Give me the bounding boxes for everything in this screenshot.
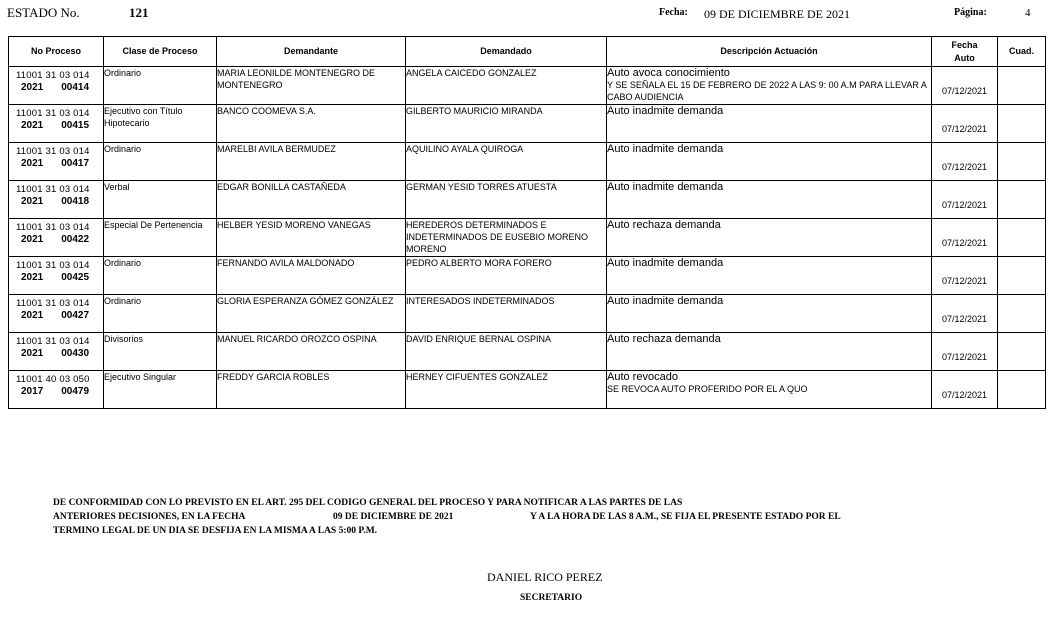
fecha-auto-value: 07/12/2021 [941,200,988,210]
cell-demandado: PEDRO ALBERTO MORA FORERO [406,257,607,295]
pagina-label: Página: [954,7,987,18]
cell-cuad [998,143,1046,181]
cell-clase: Especial De Pertenencia [104,219,217,257]
table-row [9,181,1046,219]
fecha-auto-value: 07/12/2021 [941,352,988,362]
proceso-numero: 00425 [61,272,90,283]
cell-no-proceso [9,257,104,295]
cell-demandante: MARIA LEONILDE MONTENEGRO DE MONTENEGRO [217,67,406,105]
cell-fecha-auto [932,105,998,143]
cell-fecha-auto [932,181,998,219]
table-row [9,371,1046,409]
cell-clase: Ejecutivo Singular [104,371,217,409]
cell-descripcion [607,295,932,333]
proceso-year: 2021 [21,348,44,359]
col-header-cuad: Cuad. [998,37,1046,67]
descripcion-actuacion: Auto avoca conocimiento [607,67,730,79]
cell-fecha-auto [932,219,998,257]
proceso-year: 2021 [21,82,44,93]
cell-demandante: MARELBI AVILA BERMUDEZ [217,143,406,181]
cell-cuad [998,219,1046,257]
proceso-codigo: 11001 31 03 014 [16,70,90,81]
descripcion-actuacion: Auto rechaza demanda [607,333,721,345]
proceso-radicado [9,158,103,170]
proceso-codigo: 11001 31 03 014 [16,260,90,271]
table-row [9,295,1046,333]
fecha-auto-value: 07/12/2021 [941,86,988,96]
fecha-auto-value: 07/12/2021 [941,162,988,172]
cell-no-proceso [9,67,104,105]
cell-cuad [998,181,1046,219]
cell-clase: Divisorios [104,333,217,371]
cell-demandado: DAVID ENRIQUE BERNAL OSPINA [406,333,607,371]
proceso-numero: 00417 [61,158,90,169]
fecha-auto-value: 07/12/2021 [941,276,988,286]
cell-cuad [998,295,1046,333]
cell-cuad [998,67,1046,105]
proceso-radicado [9,234,103,246]
descripcion-actuacion: Auto inadmite demanda [607,257,724,269]
proceso-radicado [9,196,103,208]
table-row [9,257,1046,295]
col-header-fecha-auto [932,37,998,67]
cell-no-proceso [9,219,104,257]
cell-demandado: HERNEY CIFUENTES GONZALEZ [406,371,607,409]
proceso-radicado [9,348,103,360]
table-row [9,219,1046,257]
table-row [9,143,1046,181]
cell-demandante: HELBER YESID MORENO VANEGAS [217,219,406,257]
descripcion-actuacion: Auto inadmite demanda [607,143,724,155]
cell-demandado: GILBERTO MAURICIO MIRANDA [406,105,607,143]
col-header-demandado: Demandado [406,37,607,67]
proceso-year: 2021 [21,120,44,131]
proceso-codigo: 11001 31 03 014 [16,184,90,195]
cell-no-proceso [9,105,104,143]
cell-cuad [998,371,1046,409]
cell-demandado: ANGELA CAICEDO GONZALEZ [406,67,607,105]
cell-clase: Verbal [104,181,217,219]
descripcion-detalle: SE REVOCA AUTO PROFERIDO POR EL A QUO [607,384,808,394]
signer-role: SECRETARIO [520,593,583,603]
proceso-year: 2021 [21,196,44,207]
proceso-radicado [9,120,103,132]
table-row [9,333,1046,371]
proceso-numero: 00418 [61,196,90,207]
cell-descripcion [607,105,932,143]
cell-clase: Ejecutivo con Título Hipotecario [104,105,217,143]
descripcion-actuacion: Auto inadmite demanda [607,295,724,307]
proceso-codigo: 11001 31 03 014 [16,222,90,233]
cell-demandado: INTERESADOS INDETERMINADOS [406,295,607,333]
cell-demandado: AQUILINO AYALA QUIROGA [406,143,607,181]
descripcion-actuacion: Auto inadmite demanda [607,181,724,193]
cell-demandante: FERNANDO AVILA MALDONADO [217,257,406,295]
fecha-label: Fecha: [659,7,688,18]
proceso-numero: 00414 [61,82,90,93]
proceso-radicado [9,310,103,322]
actuaciones-table [8,36,1046,409]
fecha-auto-value: 07/12/2021 [941,314,988,324]
cell-clase: Ordinario [104,295,217,333]
descripcion-actuacion: Auto revocado [607,371,678,383]
estado-number: 121 [129,5,149,20]
proceso-year: 2017 [21,386,44,397]
cell-demandado: GERMAN YESID TORRES ATUESTA [406,181,607,219]
col-header-no-proceso: No Proceso [9,37,104,67]
col-header-demandante: Demandante [217,37,406,67]
cell-demandante: EDGAR BONILLA CASTAÑEDA [217,181,406,219]
cell-descripcion [607,181,932,219]
cell-no-proceso [9,143,104,181]
proceso-year: 2021 [21,310,44,321]
cell-fecha-auto [932,67,998,105]
cell-cuad [998,257,1046,295]
proceso-radicado [9,386,103,398]
fecha-auto-value: 07/12/2021 [941,390,988,400]
cell-no-proceso [9,295,104,333]
footer-line-2-start: ANTERIORES DECISIONES, EN LA FECHA [53,512,246,522]
proceso-radicado [9,82,103,94]
footer-line-2-date: 09 DE DICIEMBRE DE 2021 [333,512,454,522]
proceso-radicado [9,272,103,284]
cell-clase: Ordinario [104,67,217,105]
cell-descripcion [607,333,932,371]
pagina-value: 4 [1025,7,1031,19]
cell-descripcion [607,371,932,409]
cell-descripcion [607,257,932,295]
footer-notice [53,494,841,536]
col-header-descripcion: Descripción Actuación [607,37,932,67]
proceso-year: 2021 [21,158,44,169]
cell-demandado: HEREDEROS DETERMINADOS E INDETERMINADOS DE EUSEBIO MORENO MORENO [406,219,607,257]
descripcion-actuacion: Auto rechaza demanda [607,219,721,231]
cell-demandante: FREDDY GARCIA ROBLES [217,371,406,409]
footer-line-2-end: Y A LA HORA DE LAS 8 A.M., SE FIJA EL PRESENTE ESTADO POR EL [530,512,841,522]
table-row [9,105,1046,143]
proceso-codigo: 11001 31 03 014 [16,336,90,347]
col-header-auto: Auto [954,52,975,63]
proceso-codigo: 11001 40 03 050 [16,374,90,385]
table-row [9,67,1046,105]
cell-demandante: MANUEL RICARDO OROZCO OSPINA [217,333,406,371]
cell-cuad [998,105,1046,143]
proceso-numero: 00415 [61,120,90,131]
cell-fecha-auto [932,295,998,333]
proceso-codigo: 11001 31 03 014 [16,146,90,157]
estado-label: ESTADO No. [7,5,80,20]
cell-clase: Ordinario [104,257,217,295]
fecha-auto-value: 07/12/2021 [941,238,988,248]
cell-descripcion [607,67,932,105]
footer-line-3: TERMINO LEGAL DE UN DIA SE DESFIJA EN LA MISMA A LAS 5:00 P.M. [53,526,378,536]
proceso-numero: 00427 [61,310,90,321]
table-header-row [9,37,1046,67]
cell-no-proceso [9,371,104,409]
cell-clase: Ordinario [104,143,217,181]
cell-descripcion [607,219,932,257]
cell-cuad [998,333,1046,371]
proceso-year: 2021 [21,272,44,283]
cell-no-proceso [9,181,104,219]
proceso-year: 2021 [21,234,44,245]
signer-name: DANIEL RICO PEREZ [487,570,603,584]
cell-fecha-auto [932,371,998,409]
cell-fecha-auto [932,143,998,181]
proceso-codigo: 11001 31 03 014 [16,108,90,119]
proceso-numero: 00422 [61,234,90,245]
descripcion-actuacion: Auto inadmite demanda [607,105,724,117]
footer-line-2 [53,508,841,522]
cell-no-proceso [9,333,104,371]
cell-fecha-auto [932,333,998,371]
cell-demandante: BANCO COOMEVA S.A. [217,105,406,143]
cell-fecha-auto [932,257,998,295]
footer-line-1: DE CONFORMIDAD CON LO PREVISTO EN EL ART. 295 DEL CODIGO GENERAL DEL PROCESO Y PARA NOTIFICAR A LAS PARTES DE LAS [53,498,683,508]
cell-descripcion [607,143,932,181]
proceso-codigo: 11001 31 03 014 [16,298,90,309]
proceso-numero: 00430 [61,348,90,359]
proceso-numero: 00479 [61,386,90,397]
descripcion-detalle: Y SE SEÑALA EL 15 DE FEBRERO DE 2022 A LAS 9: 00 A.M PARA LLEVAR A CABO AUDIENCIA [607,80,927,102]
cell-demandante: GLORIA ESPERANZA GÓMEZ GONZÁLEZ [217,295,406,333]
col-header-fecha: Fecha [951,39,978,50]
fecha-value: 09 DE DICIEMBRE DE 2021 [704,7,850,21]
col-header-clase: Clase de Proceso [104,37,217,67]
fecha-auto-value: 07/12/2021 [941,124,988,134]
